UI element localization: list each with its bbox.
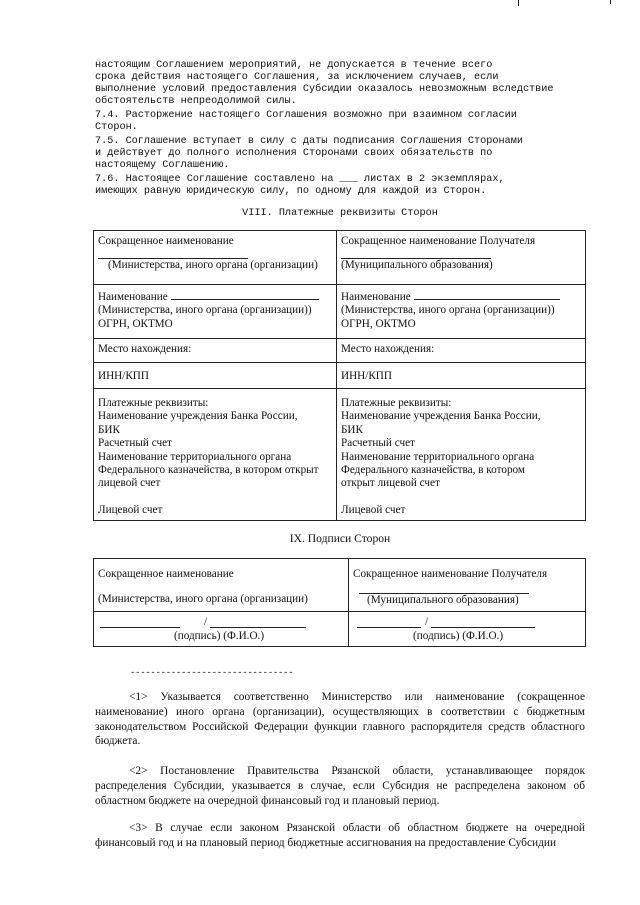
table-cell — [337, 339, 586, 363]
short-name-note: (Министерства, иного органа (организации) — [98, 593, 308, 606]
location-label: Место нахождения: — [341, 343, 435, 355]
table-cell — [349, 611, 586, 646]
pay-line: Федерального казначейства, в котором — [341, 464, 526, 477]
short-name-blank — [359, 581, 529, 594]
table-cell — [337, 363, 586, 389]
clause-7-6-line: имеющих равную юридическую силу, по одному для каждой из Сторон. — [95, 186, 487, 197]
pay-line: Наименование учреждения Банка России, — [98, 410, 298, 423]
scan-mark — [518, 0, 519, 6]
clause-text-line: выполнение условий предоставления Субсидии оказалось невозможным вследствие — [95, 84, 554, 95]
name-blank — [414, 289, 560, 300]
pay-line: БИК — [98, 423, 120, 436]
short-name-note: (Муниципального образования) — [367, 594, 519, 607]
ogrn-label: ОГРН, ОКТМО — [341, 317, 416, 330]
location-label: Место нахождения: — [98, 343, 192, 355]
signature-caption: (подпись) (Ф.И.О.) — [413, 629, 504, 642]
clause-7-6-line: 7.6. Настоящее Соглашение составлено на ___ листах в 2 экземплярах, — [95, 174, 505, 185]
short-name-blank — [98, 248, 248, 259]
short-name-label: Сокращенное наименование Получателя — [353, 568, 548, 580]
signature-caption: (подпись) (Ф.И.О.) — [174, 629, 265, 642]
table-cell — [94, 363, 337, 389]
clause-text-line: срока действия настоящего Соглашения, за исключением случаев, если — [95, 72, 499, 83]
name-label: Наименование — [98, 291, 168, 303]
name-note: (Министерства, иного органа (организации)) — [341, 304, 555, 317]
clause-text-line: настоящим Соглашением мероприятий, не допускается в течение всего — [95, 60, 493, 71]
name-note: (Министерства, иного органа (организации)) — [98, 304, 312, 317]
footnote-3: <3> В случае если законом Рязанской области об областном бюджете на очередной финансовый год и на плановый период бюджетные ассигнования на предоставление Субсидии — [95, 822, 585, 849]
pay-line: Платежные реквизиты: — [98, 397, 209, 409]
clause-7-4-line: 7.4. Расторжение настоящего Соглашения возможно при взаимном согласии — [95, 110, 517, 121]
signature-line — [357, 616, 421, 628]
short-name-label: Сокращенное наименование — [98, 235, 234, 247]
table-row — [94, 363, 586, 389]
section-9-heading: IX. Подписи Сторон — [289, 532, 391, 545]
ogrn-label: ОГРН, ОКТМО — [98, 317, 173, 330]
table-cell — [94, 285, 337, 339]
table-row — [94, 339, 586, 363]
pay-line: Наименование территориального органа — [341, 450, 535, 463]
table-row — [94, 231, 586, 285]
table-cell — [94, 559, 349, 612]
signature-slash: / — [425, 615, 429, 628]
short-name-blank — [341, 248, 491, 259]
table-cell — [337, 231, 586, 285]
pay-line: Федерального казначейства, в котором открыт — [98, 464, 319, 477]
pay-line: Расчетный счет — [341, 437, 415, 450]
table-cell — [337, 389, 586, 521]
pay-line: открыт лицевой счет — [341, 477, 440, 490]
footnote-1: <1> Указывается соответственно Министерство или наименование (сокращенное наименование) иного органа (организации), осуществляющих в соответствии с бюджетным законодательством Российской Федерации функции главного распорядителя средств областного бюджета. — [95, 691, 585, 748]
table-cell — [337, 285, 586, 339]
footnote-separator: -------------------------------- — [130, 668, 294, 678]
signature-slash: / — [204, 615, 208, 628]
clause-7-5-line: и действует до полного исполнения Сторонами своих обязательств по — [95, 148, 493, 159]
scan-mark — [610, 0, 611, 4]
pay-line: Платежные реквизиты: — [341, 397, 452, 409]
table-cell — [94, 339, 337, 363]
signature-line — [100, 616, 180, 628]
table-cell — [94, 389, 337, 521]
short-name-note: (Муниципального образования) — [341, 259, 493, 272]
pay-line: Наименование территориального органа — [98, 450, 292, 463]
signatures-table — [93, 558, 586, 647]
section-8-heading: VIII. Платежные реквизиты Сторон — [242, 208, 438, 219]
table-row — [94, 389, 586, 521]
short-name-label: Сокращенное наименование Получателя — [341, 235, 536, 247]
clause-text-line: обстоятельств непреодолимой силы. — [95, 96, 297, 107]
short-name-label: Сокращенное наименование — [98, 568, 234, 580]
clause-7-5-line: настоящему Соглашению. — [95, 160, 230, 171]
footnote-2: <2> Постановление Правительства Рязанской области, устанавливающее порядок распределения Субсидии, указывается в случае, если Субсидия не распределена законом об областном бюджете на очередной финансовый год и плановый период. — [95, 765, 585, 807]
inn-label: ИНН/КПП — [341, 370, 392, 382]
pay-line: Лицевой счет — [341, 503, 406, 516]
table-cell — [94, 231, 337, 285]
table-row — [94, 611, 586, 646]
short-name-note: (Министерства, иного органа (организации) — [108, 259, 318, 272]
name-blank — [171, 289, 319, 300]
pay-line: БИК — [341, 423, 363, 436]
pay-line: Расчетный счет — [98, 437, 172, 450]
table-cell — [94, 611, 349, 646]
clause-7-4-line: Сторон. — [95, 122, 138, 133]
table-row — [94, 285, 586, 339]
name-label: Наименование — [341, 291, 411, 303]
payment-details-table — [93, 230, 586, 521]
table-cell — [349, 559, 586, 612]
inn-label: ИНН/КПП — [98, 370, 149, 382]
pay-line: Лицевой счет — [98, 503, 163, 516]
fio-line — [210, 616, 306, 628]
fio-line — [431, 616, 535, 628]
clause-7-5-line: 7.5. Соглашение вступает в силу с даты подписания Соглашения Сторонами — [95, 136, 523, 147]
table-row — [94, 559, 586, 612]
pay-line: лицевой счет — [98, 477, 161, 490]
pay-line: Наименование учреждения Банка России, — [341, 410, 541, 423]
